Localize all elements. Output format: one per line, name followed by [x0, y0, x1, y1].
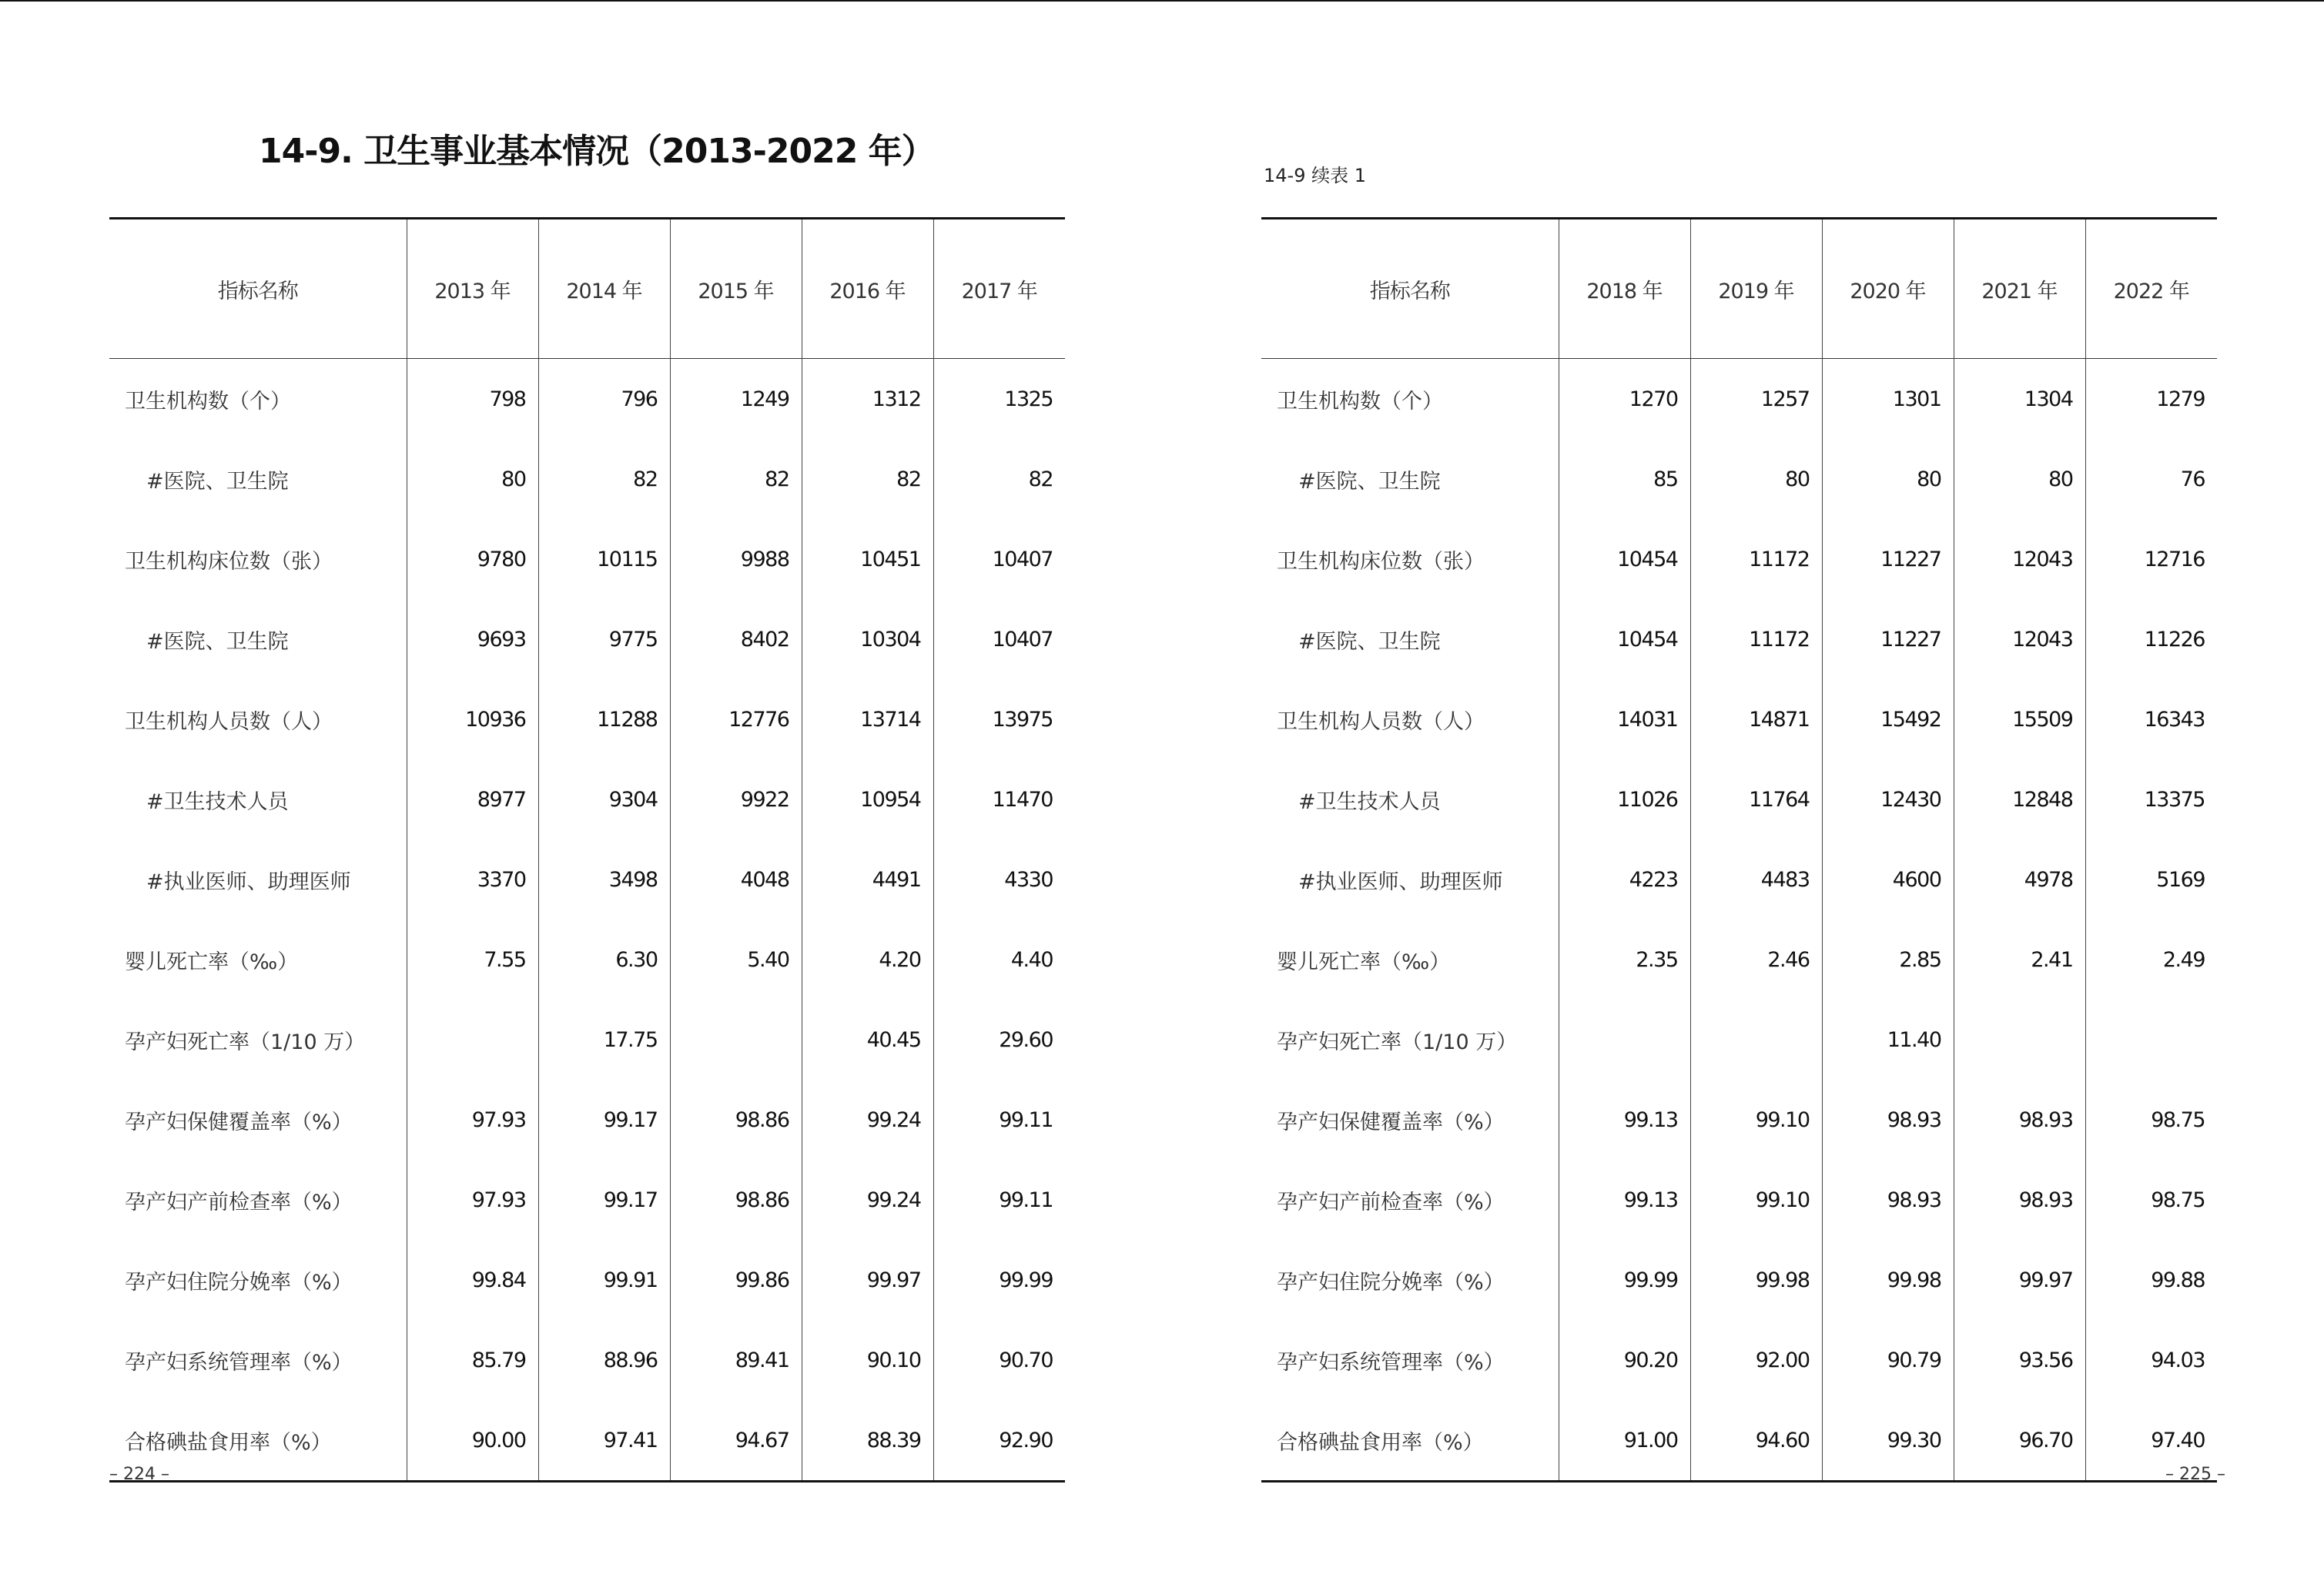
value-cell: 14871 — [1690, 679, 1822, 759]
value-cell: 2.41 — [1954, 920, 2085, 1000]
indicator-name-cell: 合格碘盐食用率（%） — [1277, 1430, 1484, 1455]
value-cell: 2.46 — [1690, 920, 1822, 1000]
value-cell: 4.40 — [933, 920, 1065, 1000]
value-cell: 10304 — [802, 599, 933, 679]
value-cell: 13975 — [933, 679, 1065, 759]
value-cell: 9775 — [538, 599, 670, 679]
value-cell: 15492 — [1822, 679, 1954, 759]
value-cell: 11172 — [1690, 599, 1822, 679]
header-year: 2020 年 — [1822, 219, 1954, 359]
value-cell: 99.99 — [1559, 1240, 1690, 1320]
value-cell: 90.79 — [1822, 1320, 1954, 1400]
value-cell: 98.93 — [1954, 1080, 2085, 1160]
value-cell: 29.60 — [933, 1000, 1065, 1080]
value-cell: 94.60 — [1690, 1400, 1822, 1482]
value-cell: 99.17 — [538, 1160, 670, 1240]
indicator-name-cell: 孕产妇住院分娩率（%） — [125, 1270, 353, 1295]
value-cell — [407, 1000, 538, 1080]
value-cell: 99.10 — [1690, 1080, 1822, 1160]
value-cell: 99.17 — [538, 1080, 670, 1160]
value-cell: 12043 — [1954, 599, 2085, 679]
value-cell: 8977 — [407, 759, 538, 839]
value-cell: 99.98 — [1822, 1240, 1954, 1320]
value-cell: 85 — [1559, 439, 1690, 519]
table-row — [109, 1240, 1065, 1320]
value-cell: 98.75 — [2085, 1160, 2217, 1240]
page-number-left: – 224 – — [109, 1465, 169, 1484]
value-cell: 12848 — [1954, 759, 2085, 839]
table-row — [109, 1400, 1065, 1482]
value-cell: 99.11 — [933, 1080, 1065, 1160]
value-cell: 92.90 — [933, 1400, 1065, 1482]
value-cell: 4978 — [1954, 839, 2085, 920]
value-cell: 1312 — [802, 359, 933, 440]
value-cell — [2085, 1000, 2217, 1080]
value-cell: 10954 — [802, 759, 933, 839]
value-cell: 17.75 — [538, 1000, 670, 1080]
value-cell: 97.93 — [407, 1080, 538, 1160]
value-cell: 6.30 — [538, 920, 670, 1000]
health-stats-table-right — [1261, 217, 2217, 1482]
value-cell — [1954, 1000, 2085, 1080]
value-cell: 15509 — [1954, 679, 2085, 759]
header-indicator-name: 指标名称 — [109, 219, 407, 359]
value-cell: 12716 — [2085, 519, 2217, 599]
table-row — [109, 1160, 1065, 1240]
value-cell: 10451 — [802, 519, 933, 599]
header-year: 2021 年 — [1954, 219, 2085, 359]
value-cell: 1304 — [1954, 359, 2085, 440]
value-cell: 99.13 — [1559, 1160, 1690, 1240]
value-cell: 4048 — [670, 839, 802, 920]
indicator-name-cell: 孕产妇保健覆盖率（%） — [125, 1110, 353, 1134]
table-header — [109, 219, 1065, 359]
indicator-name-cell: 孕产妇住院分娩率（%） — [1277, 1270, 1505, 1295]
indicator-name-cell: #医院、卫生院 — [146, 469, 289, 494]
header-year: 2022 年 — [2085, 219, 2217, 359]
page-title: 14-9. 卫生事业基本情况（2013-2022 年） — [259, 132, 935, 171]
table-row — [109, 679, 1065, 759]
table-row — [1261, 1160, 2217, 1240]
value-cell: 80 — [407, 439, 538, 519]
header-year: 2014 年 — [538, 219, 670, 359]
indicator-name-cell: #医院、卫生院 — [1298, 629, 1441, 654]
value-cell: 796 — [538, 359, 670, 440]
table-row — [109, 519, 1065, 599]
value-cell: 11172 — [1690, 519, 1822, 599]
indicator-name-cell: 婴儿死亡率（‰） — [1277, 950, 1451, 974]
value-cell: 98.75 — [2085, 1080, 2217, 1160]
indicator-name-cell: 合格碘盐食用率（%） — [125, 1430, 332, 1455]
header-year: 2016 年 — [802, 219, 933, 359]
table-row — [1261, 1240, 2217, 1320]
table-row — [1261, 519, 2217, 599]
value-cell: 11470 — [933, 759, 1065, 839]
value-cell: 99.99 — [933, 1240, 1065, 1320]
value-cell: 91.00 — [1559, 1400, 1690, 1482]
value-cell: 4.20 — [802, 920, 933, 1000]
value-cell: 98.93 — [1954, 1160, 2085, 1240]
value-cell: 98.93 — [1822, 1080, 1954, 1160]
table-row — [1261, 1320, 2217, 1400]
table-row — [109, 359, 1065, 440]
value-cell: 12043 — [1954, 519, 2085, 599]
value-cell: 99.97 — [802, 1240, 933, 1320]
value-cell: 97.41 — [538, 1400, 670, 1482]
value-cell: 88.39 — [802, 1400, 933, 1482]
indicator-name-cell: #医院、卫生院 — [146, 629, 289, 654]
value-cell: 1270 — [1559, 359, 1690, 440]
table-row — [109, 759, 1065, 839]
value-cell: 798 — [407, 359, 538, 440]
value-cell: 99.13 — [1559, 1080, 1690, 1160]
header-year: 2019 年 — [1690, 219, 1822, 359]
value-cell: 99.98 — [1690, 1240, 1822, 1320]
value-cell: 90.10 — [802, 1320, 933, 1400]
header-year: 2018 年 — [1559, 219, 1690, 359]
value-cell: 12776 — [670, 679, 802, 759]
table-row — [1261, 679, 2217, 759]
value-cell: 1301 — [1822, 359, 1954, 440]
value-cell: 99.30 — [1822, 1400, 1954, 1482]
value-cell: 90.20 — [1559, 1320, 1690, 1400]
value-cell: 99.24 — [802, 1080, 933, 1160]
value-cell: 11226 — [2085, 599, 2217, 679]
table-row — [109, 599, 1065, 679]
value-cell: 13714 — [802, 679, 933, 759]
value-cell: 90.00 — [407, 1400, 538, 1482]
indicator-name-cell: 卫生机构人员数（人） — [1277, 709, 1485, 734]
table-row — [109, 439, 1065, 519]
value-cell: 98.86 — [670, 1160, 802, 1240]
table-row — [109, 839, 1065, 920]
header-row — [1261, 219, 2217, 359]
header-year: 2013 年 — [407, 219, 538, 359]
indicator-name-cell: 卫生机构数（个） — [1277, 389, 1443, 414]
health-stats-table-left — [109, 217, 1065, 1482]
value-cell: 2.35 — [1559, 920, 1690, 1000]
value-cell: 13375 — [2085, 759, 2217, 839]
indicator-name-cell: 卫生机构床位数（张） — [125, 549, 333, 574]
value-cell: 40.45 — [802, 1000, 933, 1080]
value-cell: 1279 — [2085, 359, 2217, 440]
value-cell: 98.93 — [1822, 1160, 1954, 1240]
table-row — [1261, 920, 2217, 1000]
page-top-rule — [0, 0, 2324, 2]
header-indicator-name: 指标名称 — [1261, 219, 1559, 359]
value-cell: 98.86 — [670, 1080, 802, 1160]
value-cell: 80 — [1822, 439, 1954, 519]
value-cell: 99.84 — [407, 1240, 538, 1320]
value-cell — [1559, 1000, 1690, 1080]
value-cell: 5169 — [2085, 839, 2217, 920]
continuation-subtitle: 14-9 续表 1 — [1264, 165, 1366, 186]
value-cell: 9780 — [407, 519, 538, 599]
header-row — [109, 219, 1065, 359]
value-cell: 3370 — [407, 839, 538, 920]
value-cell: 89.41 — [670, 1320, 802, 1400]
value-cell: 82 — [802, 439, 933, 519]
table-row — [109, 1000, 1065, 1080]
indicator-name-cell: 孕产妇死亡率（1/10 万） — [1277, 1030, 1518, 1054]
value-cell: 85.79 — [407, 1320, 538, 1400]
value-cell: 4223 — [1559, 839, 1690, 920]
header-year: 2015 年 — [670, 219, 802, 359]
value-cell: 10115 — [538, 519, 670, 599]
value-cell: 4483 — [1690, 839, 1822, 920]
value-cell: 1257 — [1690, 359, 1822, 440]
value-cell: 82 — [538, 439, 670, 519]
value-cell: 99.88 — [2085, 1240, 2217, 1320]
indicator-name-cell: 孕产妇系统管理率（%） — [125, 1350, 353, 1375]
value-cell: 97.40 — [2085, 1400, 2217, 1482]
value-cell: 90.70 — [933, 1320, 1065, 1400]
value-cell: 11764 — [1690, 759, 1822, 839]
value-cell: 8402 — [670, 599, 802, 679]
value-cell: 2.85 — [1822, 920, 1954, 1000]
indicator-name-cell: #执业医师、助理医师 — [1298, 869, 1503, 894]
value-cell: 94.03 — [2085, 1320, 2217, 1400]
header-year: 2017 年 — [933, 219, 1065, 359]
page-number-right: – 225 – — [2165, 1465, 2225, 1484]
value-cell — [1690, 1000, 1822, 1080]
indicator-name-cell: #执业医师、助理医师 — [146, 869, 351, 894]
value-cell: 3498 — [538, 839, 670, 920]
value-cell: 99.24 — [802, 1160, 933, 1240]
value-cell: 10454 — [1559, 519, 1690, 599]
value-cell: 96.70 — [1954, 1400, 2085, 1482]
value-cell: 92.00 — [1690, 1320, 1822, 1400]
value-cell: 10407 — [933, 519, 1065, 599]
indicator-name-cell: 孕产妇产前检查率（%） — [125, 1190, 353, 1214]
value-cell: 11288 — [538, 679, 670, 759]
value-cell: 11.40 — [1822, 1000, 1954, 1080]
value-cell: 82 — [933, 439, 1065, 519]
table-row — [1261, 439, 2217, 519]
indicator-name-cell: 卫生机构数（个） — [125, 389, 291, 414]
indicator-name-cell: 孕产妇死亡率（1/10 万） — [125, 1030, 366, 1054]
value-cell: 93.56 — [1954, 1320, 2085, 1400]
value-cell: 97.93 — [407, 1160, 538, 1240]
table-row — [1261, 1400, 2217, 1482]
value-cell: 4330 — [933, 839, 1065, 920]
indicator-name-cell: 卫生机构人员数（人） — [125, 709, 333, 734]
table-row — [109, 920, 1065, 1000]
value-cell: 9693 — [407, 599, 538, 679]
indicator-name-cell: #卫生技术人员 — [146, 789, 289, 814]
value-cell: 80 — [1954, 439, 2085, 519]
value-cell: 94.67 — [670, 1400, 802, 1482]
table-row — [109, 1080, 1065, 1160]
value-cell: 12430 — [1822, 759, 1954, 839]
value-cell: 14031 — [1559, 679, 1690, 759]
value-cell: 11227 — [1822, 599, 1954, 679]
value-cell: 7.55 — [407, 920, 538, 1000]
value-cell: 99.97 — [1954, 1240, 2085, 1320]
table-row — [109, 1320, 1065, 1400]
value-cell: 99.86 — [670, 1240, 802, 1320]
value-cell: 2.49 — [2085, 920, 2217, 1000]
indicator-name-cell: 卫生机构床位数（张） — [1277, 549, 1485, 574]
indicator-name-cell: 婴儿死亡率（‰） — [125, 950, 299, 974]
value-cell: 99.11 — [933, 1160, 1065, 1240]
value-cell: 5.40 — [670, 920, 802, 1000]
value-cell: 4491 — [802, 839, 933, 920]
value-cell: 1325 — [933, 359, 1065, 440]
value-cell: 11026 — [1559, 759, 1690, 839]
value-cell: 9922 — [670, 759, 802, 839]
table-header — [1261, 219, 2217, 359]
table-row — [1261, 839, 2217, 920]
table-body — [1261, 359, 2217, 1482]
table-body — [109, 359, 1065, 1482]
value-cell: 88.96 — [538, 1320, 670, 1400]
indicator-name-cell: 孕产妇系统管理率（%） — [1277, 1350, 1505, 1375]
value-cell: 4600 — [1822, 839, 1954, 920]
indicator-name-cell: #医院、卫生院 — [1298, 469, 1441, 494]
value-cell: 99.10 — [1690, 1160, 1822, 1240]
indicator-name-cell: 孕产妇产前检查率（%） — [1277, 1190, 1505, 1214]
value-cell — [670, 1000, 802, 1080]
value-cell: 99.91 — [538, 1240, 670, 1320]
table-row — [1261, 759, 2217, 839]
value-cell: 9988 — [670, 519, 802, 599]
value-cell: 76 — [2085, 439, 2217, 519]
table-row — [1261, 599, 2217, 679]
value-cell: 80 — [1690, 439, 1822, 519]
indicator-name-cell: #卫生技术人员 — [1298, 789, 1441, 814]
value-cell: 10936 — [407, 679, 538, 759]
value-cell: 9304 — [538, 759, 670, 839]
value-cell: 10407 — [933, 599, 1065, 679]
table-row — [1261, 359, 2217, 440]
indicator-name-cell: 孕产妇保健覆盖率（%） — [1277, 1110, 1505, 1134]
value-cell: 11227 — [1822, 519, 1954, 599]
table-row — [1261, 1000, 2217, 1080]
table-row — [1261, 1080, 2217, 1160]
value-cell: 82 — [670, 439, 802, 519]
value-cell: 10454 — [1559, 599, 1690, 679]
value-cell: 16343 — [2085, 679, 2217, 759]
value-cell: 1249 — [670, 359, 802, 440]
